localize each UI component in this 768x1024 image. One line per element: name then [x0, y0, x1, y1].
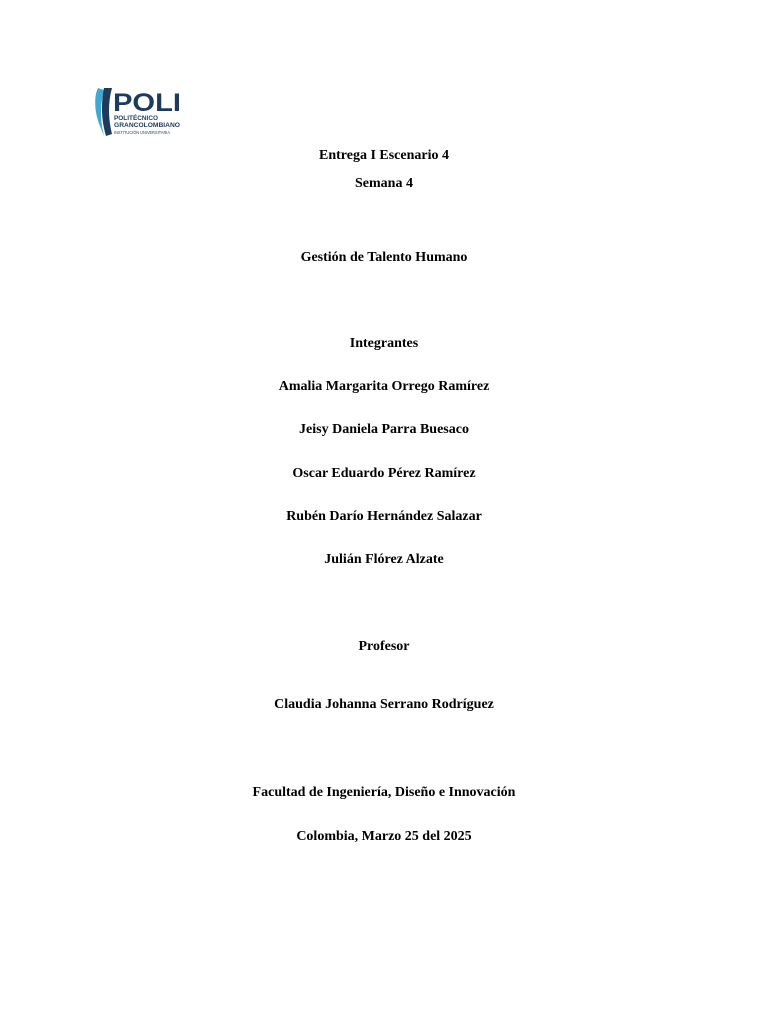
professor-heading: Profesor [358, 639, 410, 654]
course-name: Gestión de Talento Humano [300, 250, 468, 265]
member-name: Amalia Margarita Orrego Ramírez [278, 379, 490, 394]
member-name: Jeisy Daniela Parra Buesaco [299, 422, 469, 437]
place-date: Colombia, Marzo 25 del 2025 [296, 829, 472, 844]
member-name: Oscar Eduardo Pérez Ramírez [292, 466, 476, 481]
faculty-name: Facultad de Ingeniería, Diseño e Innovación [252, 785, 516, 800]
members-heading: Integrantes [349, 336, 419, 351]
week-label: Semana 4 [355, 176, 413, 191]
logo-line-2: GRANCOLOMBIANO [114, 123, 181, 129]
logo-emblem-main [102, 88, 112, 136]
member-name: Julián Flórez Alzate [324, 552, 444, 567]
professor-name: Claudia Johanna Serrano Rodríguez [274, 697, 494, 712]
logo-line-1: POLITÉCNICO [114, 116, 156, 122]
poli-logo [92, 86, 192, 138]
member-name: Rubén Darío Hernández Salazar [286, 509, 482, 524]
assignment-title: Entrega I Escenario 4 [318, 148, 449, 163]
poli-logo-mark [92, 86, 192, 138]
logo-line-3: INSTITUCIÓN UNIVERSITARIA [114, 130, 179, 135]
logo-wordmark: POLI [113, 89, 181, 117]
